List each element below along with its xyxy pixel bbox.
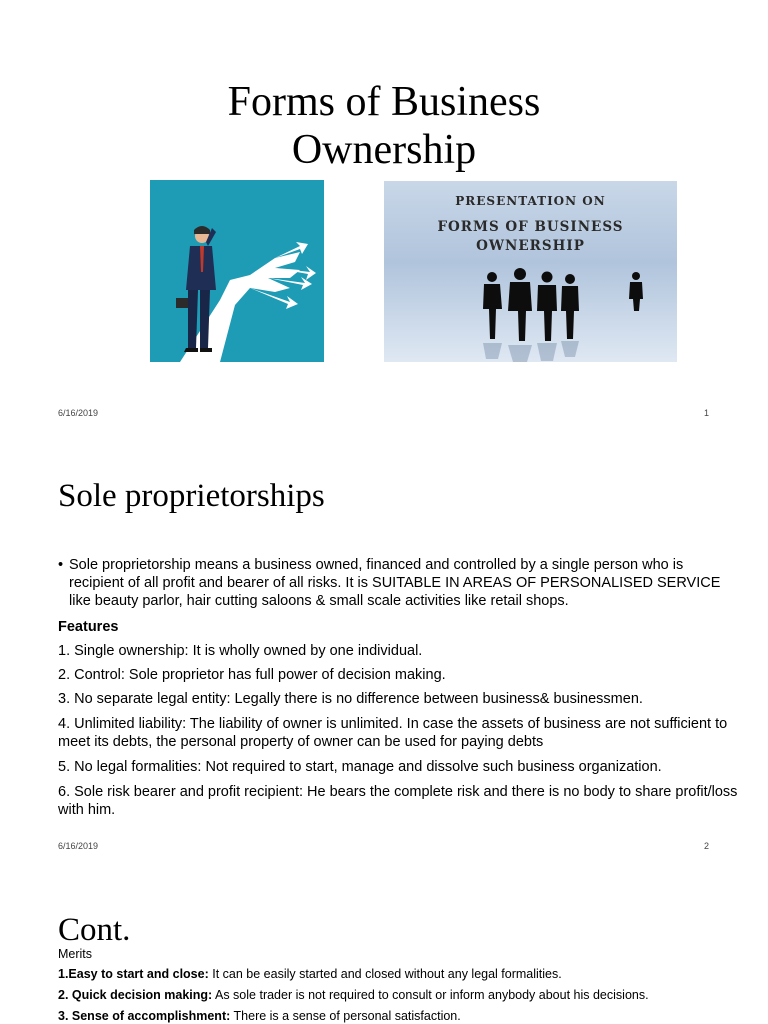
merit-label-1: 1.Easy to start and close: (58, 967, 209, 981)
feature-item-3: 3. No separate legal entity: Legally there is no difference between business& businessmen. (58, 691, 643, 707)
title-line-2: Ownership (291, 127, 477, 173)
merit-label-2: 2. Quick decision making: (58, 988, 213, 1002)
slide-1 (0, 0, 768, 434)
presentation-line-2: FORMS OF BUSINESS (437, 219, 624, 235)
feature-item-1: 1. Single ownership: It is wholly owned by one individual. (58, 643, 423, 659)
presentation-cover-image (384, 181, 677, 362)
bullet-dot-icon: • (58, 557, 64, 573)
bullet-text: Sole proprietorship means a business owned, financed and controlled by a single person who is recipient of all profit and bearer of all risks. It is SUITABLE IN AREAS OF PERSONALISED SERVICE like beauty parlor, hair cutting saloons & small scale activities like retail shops. (69, 557, 721, 609)
feature-item-6: 6. Sole risk bearer and profit recipient: He bears the complete risk and there is no body to share profit/loss with him. (58, 784, 738, 818)
merits-heading: Merits (58, 947, 93, 961)
businessman-illustration (150, 180, 324, 362)
slide-1-title (0, 78, 768, 174)
slide-3-title: Cont. (58, 912, 131, 948)
merit-text-1: It can be easily started and closed without any legal formalities. (208, 967, 562, 981)
title-line-1: Forms of Business (227, 79, 541, 125)
merit-label-3: 3. Sense of accomplishment: (58, 1009, 231, 1023)
bullet-point (58, 556, 728, 610)
slide-1-date: 6/16/2019 (58, 408, 99, 418)
merit-text-3: There is a sense of personal satisfaction. (230, 1009, 461, 1023)
merit-text-2: As sole trader is not required to consult or inform anybody about his decisions. (212, 988, 649, 1002)
merit-item-1 (58, 966, 748, 982)
feature-item-2: 2. Control: Sole proprietor has full power of decision making. (58, 667, 446, 683)
businessman-crossroads-image (150, 180, 324, 362)
presentation-line-3: OWNERSHIP (476, 238, 585, 254)
feature-item-5: 5. No legal formalities: Not required to start, manage and dissolve such business organization. (58, 759, 662, 775)
features-heading: Features (58, 619, 119, 635)
slide-2-title: Sole proprietorships (58, 478, 325, 514)
slide-2-page-number: 2 (704, 841, 710, 851)
slide-2-date: 6/16/2019 (58, 841, 99, 851)
merit-item-2 (58, 987, 748, 1003)
slide-2 (0, 434, 768, 874)
slide-1-page-number: 1 (704, 408, 710, 418)
slide-3 (0, 874, 768, 1024)
business-people-silhouettes (384, 181, 677, 362)
feature-item-4: 4. Unlimited liability: The liability of owner is unlimited. In case the assets of business are not sufficient to meet its debts, the personal property of owner can be used for paying debts (58, 716, 728, 750)
merit-item-3 (58, 1008, 748, 1024)
presentation-line-1: PRESENTATION ON (455, 194, 606, 208)
